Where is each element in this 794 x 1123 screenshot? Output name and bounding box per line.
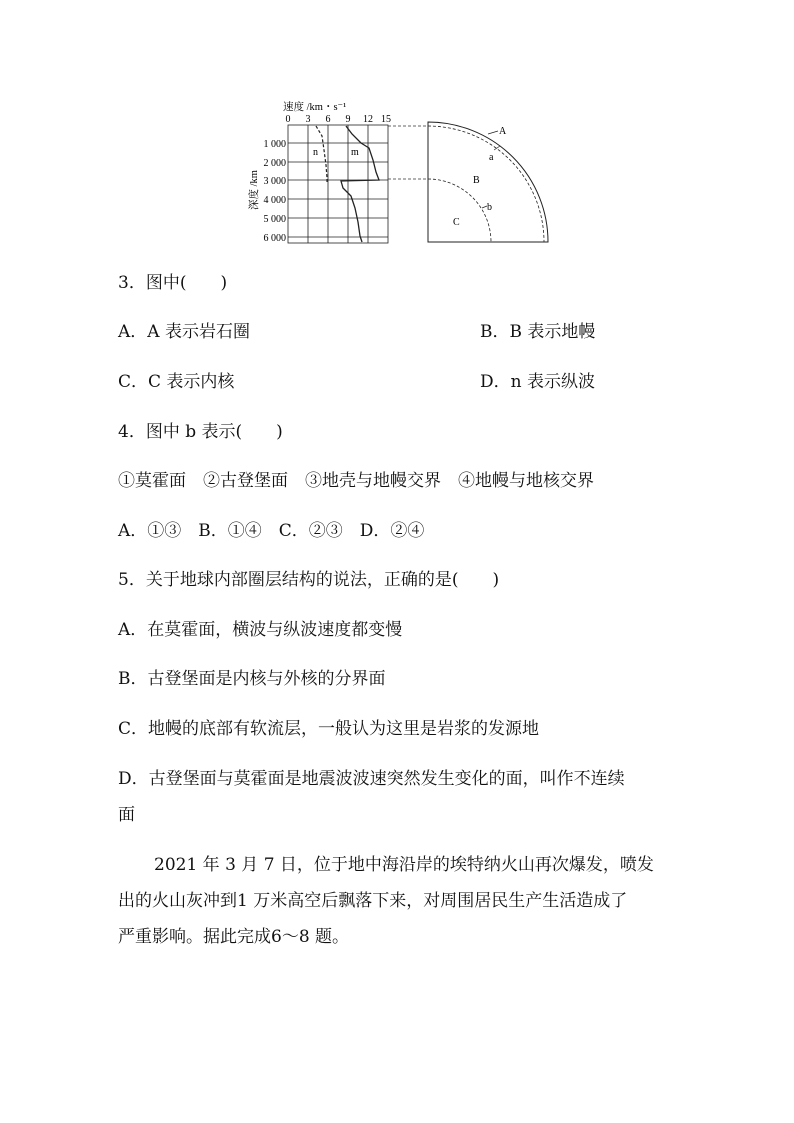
passage-line: 严重影响。据此完成6～8 题。 — [118, 927, 350, 947]
label-C: C — [453, 217, 460, 228]
earth-quarter-section — [428, 122, 548, 242]
question-4-stem: 4．图中 b 表示( ) — [118, 422, 283, 442]
label-a-leader — [494, 146, 500, 150]
earth-interior-figure — [0, 0, 794, 260]
question-4-statements: ①莫霍面 ②古登堡面 ③地壳与地幔交界 ④地幔与地核交界 — [118, 471, 594, 491]
question-3-option-b: B．B 表示地幔 — [480, 322, 596, 342]
velocity-depth-chart — [247, 100, 428, 244]
moho-boundary — [428, 126, 544, 242]
question-5-option-a: A．在莫霍面，横波与纵波速度都变慢 — [118, 620, 403, 640]
question-5-stem: 5．关于地球内部圈层结构的说法，正确的是( ) — [118, 570, 500, 590]
y-tick-labels — [264, 139, 287, 244]
question-3-option-row — [118, 321, 596, 343]
x-tick-label: 9 — [345, 114, 351, 125]
y-tick-label: 6 000 — [263, 233, 286, 244]
question-4-options: A．①③ B．①④ C．②③ D．②④ — [118, 521, 425, 541]
label-A: A — [499, 126, 507, 137]
question-3-option-c: C．C 表示内核 — [118, 372, 235, 392]
question-3-option-a: A．A 表示岩石圈 — [118, 322, 250, 342]
x-tick-label: 0 — [285, 114, 291, 125]
wave-m-label: m — [351, 147, 359, 158]
x-tick-labels — [286, 114, 392, 125]
question-3-option-row — [118, 371, 595, 393]
question-3-stem: 3．图中( ) — [118, 273, 228, 293]
label-A-leader — [488, 131, 498, 134]
y-tick-label: 2 000 — [263, 158, 286, 169]
passage-line: 2021 年 3 月 7 日，位于地中海沿岸的埃特纳火山再次爆发，喷发 — [154, 855, 654, 875]
question-5-option-c: C．地幔的底部有软流层，一般认为这里是岩浆的发源地 — [118, 719, 540, 739]
question-5-option-b: B．古登堡面是内核与外核的分界面 — [118, 669, 386, 689]
y-tick-label: 4 000 — [263, 195, 286, 206]
y-tick-label: 5 000 — [263, 214, 286, 225]
wave-n-label: n — [313, 147, 318, 158]
y-tick-label: 1 000 — [263, 139, 286, 150]
label-B: B — [473, 175, 480, 186]
gutenberg-boundary — [428, 179, 491, 242]
x-tick-label: 6 — [325, 114, 331, 125]
chart-grid — [288, 125, 388, 243]
question-5-option-d: D．古登堡面与莫霍面是地震波波速突然发生变化的面，叫作不连续 — [118, 769, 625, 789]
label-a: a — [489, 152, 494, 163]
passage-line: 出的火山灰冲到1 万米高空后飘落下来，对周围居民生产生活造成了 — [118, 891, 628, 911]
x-tick-label: 15 — [381, 114, 391, 125]
y-tick-label: 3 000 — [263, 176, 286, 187]
label-b: b — [487, 202, 492, 213]
depth-axis-title: 深度 /km — [249, 170, 260, 210]
velocity-axis-title: 速度 /km・s⁻¹ — [283, 102, 347, 113]
question-5-option-d-continued: 面 — [118, 805, 135, 825]
x-tick-label: 3 — [305, 114, 311, 125]
question-3-option-d: D．n 表示纵波 — [480, 372, 595, 392]
x-tick-label: 12 — [363, 114, 373, 125]
